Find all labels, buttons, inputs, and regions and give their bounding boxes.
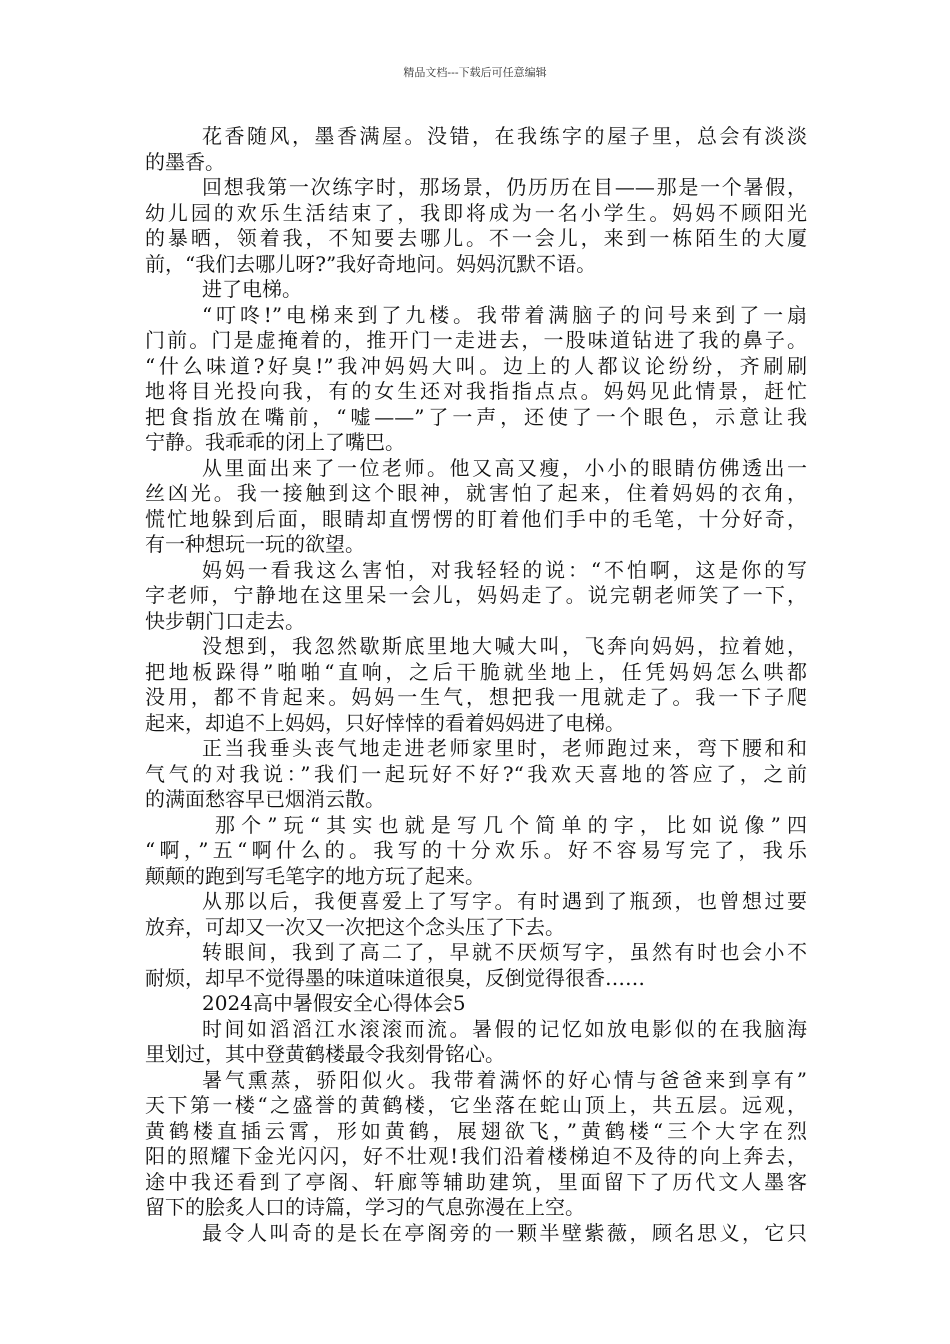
text-line: 途中我还看到了亭阁、轩廊等辅助建筑，里面留下了历代文人墨客 bbox=[145, 1169, 807, 1194]
text-line: 暑气熏蒸，骄阳似火。我带着满怀的好心情与爸爸来到享有” bbox=[202, 1067, 807, 1092]
text-line: 放弃，可却又一次又一次把这个念头压了下去。 bbox=[145, 914, 565, 939]
text-line: 天下第一楼“之盛誉的黄鹤楼，它坐落在蛇山顶上，共五层。远观， bbox=[145, 1093, 807, 1117]
text-line: 没想到，我忽然歇斯底里地大喊大叫，飞奔向妈妈，拉着她， bbox=[202, 634, 807, 658]
text-line: 从里面出来了一位老师。他又高又瘦，小小的眼睛仿佛透出一 bbox=[202, 455, 807, 480]
text-line: 留下的脍炙人口的诗篇，学习的气息弥漫在上空。 bbox=[145, 1195, 585, 1219]
text-line: 没用，都不肯起来。妈妈一生气，想把我一甩就走了。我一下子爬 bbox=[145, 685, 807, 709]
text-line: 那个”玩“其实也就是写几个简单的字，比如说像”四 bbox=[215, 812, 807, 837]
text-line: 从那以后，我便喜爱上了写字。有时遇到了瓶颈，也曾想过要 bbox=[202, 889, 807, 913]
text-line: 转眼间，我到了高二了，早就不厌烦写字，虽然有时也会小不 bbox=[202, 940, 807, 964]
text-line: 幼儿园的欢乐生活结束了，我即将成为一名小学生。妈妈不顾阳光 bbox=[145, 200, 807, 225]
text-line: 快步朝门口走去。 bbox=[145, 608, 305, 633]
text-line: 宁静。我乖乖的闭上了嘴巴。 bbox=[145, 430, 405, 454]
text-line: 时间如滔滔江水滚滚而流。暑假的记忆如放电影似的在我脑海 bbox=[202, 1016, 807, 1041]
text-line: 前，“我们去哪儿呀?”我好奇地问。妈妈沉默不语。 bbox=[145, 251, 597, 276]
text-line: 把地板跺得”啪啪“直响，之后干脆就坐地上，任凭妈妈怎么哄都 bbox=[145, 659, 807, 684]
text-line: 的满面愁容早已烟消云散。 bbox=[145, 787, 385, 811]
page-header: 精品文档---下载后可任意编辑 bbox=[403, 66, 547, 79]
text-line: 把食指放在嘴前，“嘘——”了一声，还使了一个眼色，示意让我 bbox=[145, 404, 807, 429]
text-line: “叮咚!”电梯来到了九楼。我带着满脑子的问号来到了一扇 bbox=[202, 302, 807, 327]
text-line: 的暴晒，领着我，不知要去哪儿。不一会儿，来到一栋陌生的大厦 bbox=[145, 226, 807, 250]
text-line: 里划过，其中登黄鹤楼最令我刻骨铭心。 bbox=[145, 1042, 505, 1066]
text-line: 正当我垂头丧气地走进老师家里时，老师跑过来，弯下腰和和 bbox=[202, 736, 807, 760]
document-body bbox=[145, 124, 807, 1246]
text-line: 阳的照耀下金光闪闪，好不壮观!我们沿着楼梯迫不及待的向上奔去， bbox=[145, 1144, 807, 1168]
text-line: 有一种想玩一玩的欲望。 bbox=[145, 532, 365, 556]
text-line: 起来，却追不上妈妈，只好悻悻的看着妈妈进了电梯。 bbox=[145, 710, 625, 735]
text-line: 的墨香。 bbox=[145, 149, 225, 174]
text-line: “什么味道?好臭!”我冲妈妈大叫。边上的人都议论纷纷，齐刷刷 bbox=[145, 353, 807, 378]
section-heading: 2024高中暑假安全心得体会5 bbox=[202, 991, 466, 1015]
text-line: 丝凶光。我一接触到这个眼神，就害怕了起来，住着妈妈的衣角， bbox=[145, 481, 807, 505]
text-line: 气气的对我说：”我们一起玩好不好?“我欢天喜地的答应了，之前 bbox=[145, 761, 807, 786]
text-line: 慌忙地躲到后面，眼睛却直愣愣的盯着他们手中的毛笔，十分好奇， bbox=[145, 506, 807, 531]
text-line: 耐烦，却早不觉得墨的味道味道很臭，反倒觉得很香…… bbox=[145, 965, 645, 990]
text-line: 最令人叫奇的是长在亭阁旁的一颗半壁紫薇，顾名思义，它只 bbox=[202, 1220, 807, 1245]
text-line: 进了电梯。 bbox=[202, 277, 302, 301]
text-line: “啊，”五“啊什么的。我写的十分欢乐。好不容易写完了，我乐 bbox=[145, 838, 807, 862]
text-line: 黄鹤楼直插云霄，形如黄鹤，展翅欲飞，”黄鹤楼“三个大字在烈 bbox=[145, 1118, 807, 1143]
text-line: 字老师，宁静地在这里呆一会儿，妈妈走了。说完朝老师笑了一下， bbox=[145, 583, 807, 607]
text-line: 回想我第一次练字时，那场景，仍历历在目——那是一个暑假， bbox=[202, 175, 807, 199]
text-line: 花香随风，墨香满屋。没错，在我练字的屋子里，总会有淡淡 bbox=[202, 124, 807, 148]
text-line: 妈妈一看我这么害怕，对我轻轻的说：“不怕啊，这是你的写 bbox=[202, 557, 807, 582]
text-line: 门前。门是虚掩着的，推开门一走进去，一股味道钻进了我的鼻子。 bbox=[145, 328, 807, 352]
text-line: 地将目光投向我，有的女生还对我指指点点。妈妈见此情景，赶忙 bbox=[145, 379, 807, 403]
text-line: 颠颠的跑到写毛笔字的地方玩了起来。 bbox=[145, 863, 485, 888]
